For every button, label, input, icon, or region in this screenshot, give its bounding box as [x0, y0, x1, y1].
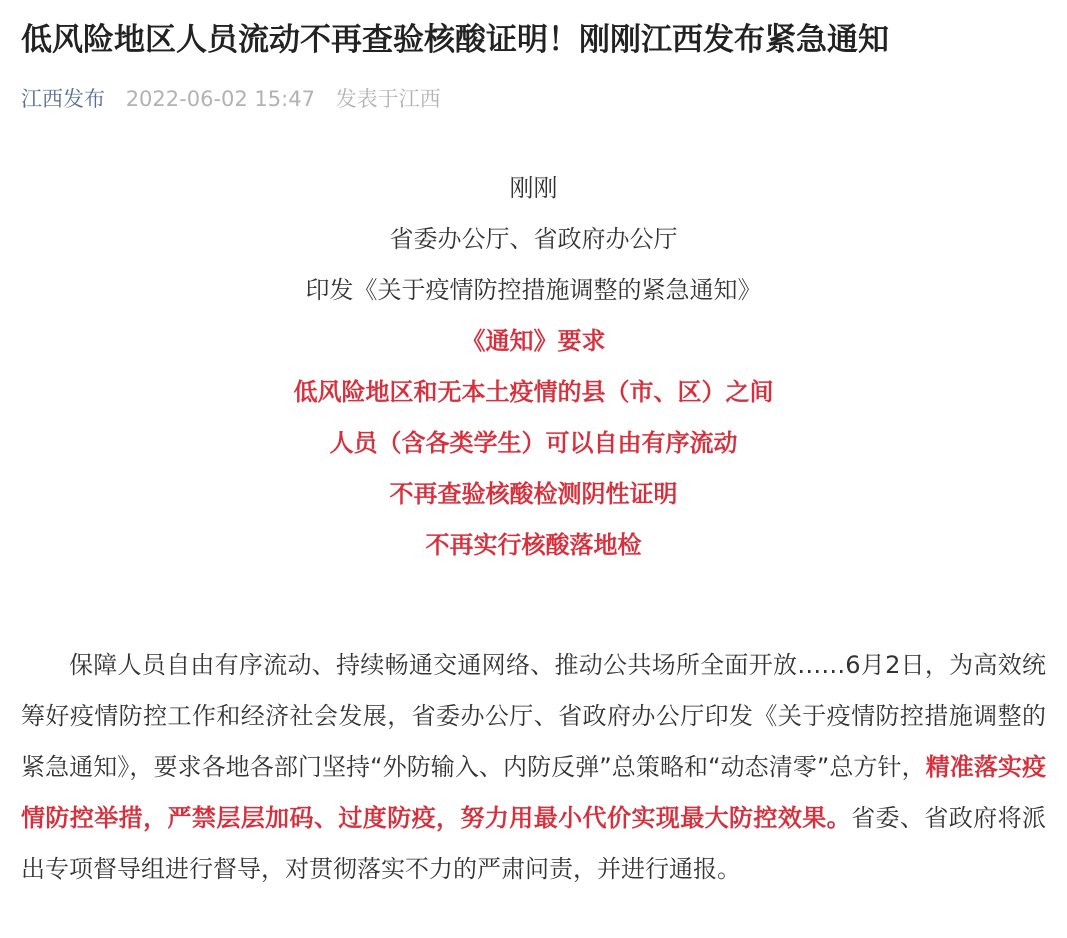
lead-line: 刚刚	[509, 174, 558, 202]
lead-line: 印发《关于疫情防控措施调整的紧急通知》	[305, 276, 762, 304]
publish-location: 发表于江西	[335, 87, 441, 111]
highlight-line: 人员（含各类学生）可以自由有序流动	[329, 429, 738, 457]
paragraph-emphasis: 精准落实疫情防控举措，严禁层层加码、过度防疫，努力用最小代价实现最大防控效果。	[21, 753, 1046, 832]
lead-line: 省委办公厅、省政府办公厅	[389, 225, 678, 253]
account-name-link[interactable]: 江西发布	[21, 87, 105, 111]
article-meta	[21, 84, 441, 114]
highlight-line: 不再查验核酸检测阴性证明	[389, 480, 678, 508]
centered-intro	[0, 166, 1067, 574]
body-paragraph	[21, 640, 1046, 895]
paragraph-text: 省委、省政府将派出专项督导组进行督导，对贯彻落实不力的严肃问责，并进行通报。	[21, 804, 1047, 883]
highlight-line: 《通知》要求	[461, 327, 606, 355]
publish-time: 2022-06-02 15:47	[125, 87, 315, 111]
paragraph-text: 保障人员自由有序流动、持续畅通交通网络、推动公共场所全面开放……6月2日，为高效统筹好疫情防控工作和经济社会发展，省委办公厅、省政府办公厅印发《关于疫情防控措施调整的紧急通知》，要求各地各部门坚持“外防输入、内防反弹”总策略和“动态清零”总方针，	[21, 651, 1046, 781]
highlight-line: 不再实行核酸落地检	[425, 531, 642, 559]
highlight-line: 低风险地区和无本土疫情的县（市、区）之间	[293, 378, 774, 406]
article-title: 低风险地区人员流动不再查验核酸证明！刚刚江西发布紧急通知	[21, 22, 889, 58]
